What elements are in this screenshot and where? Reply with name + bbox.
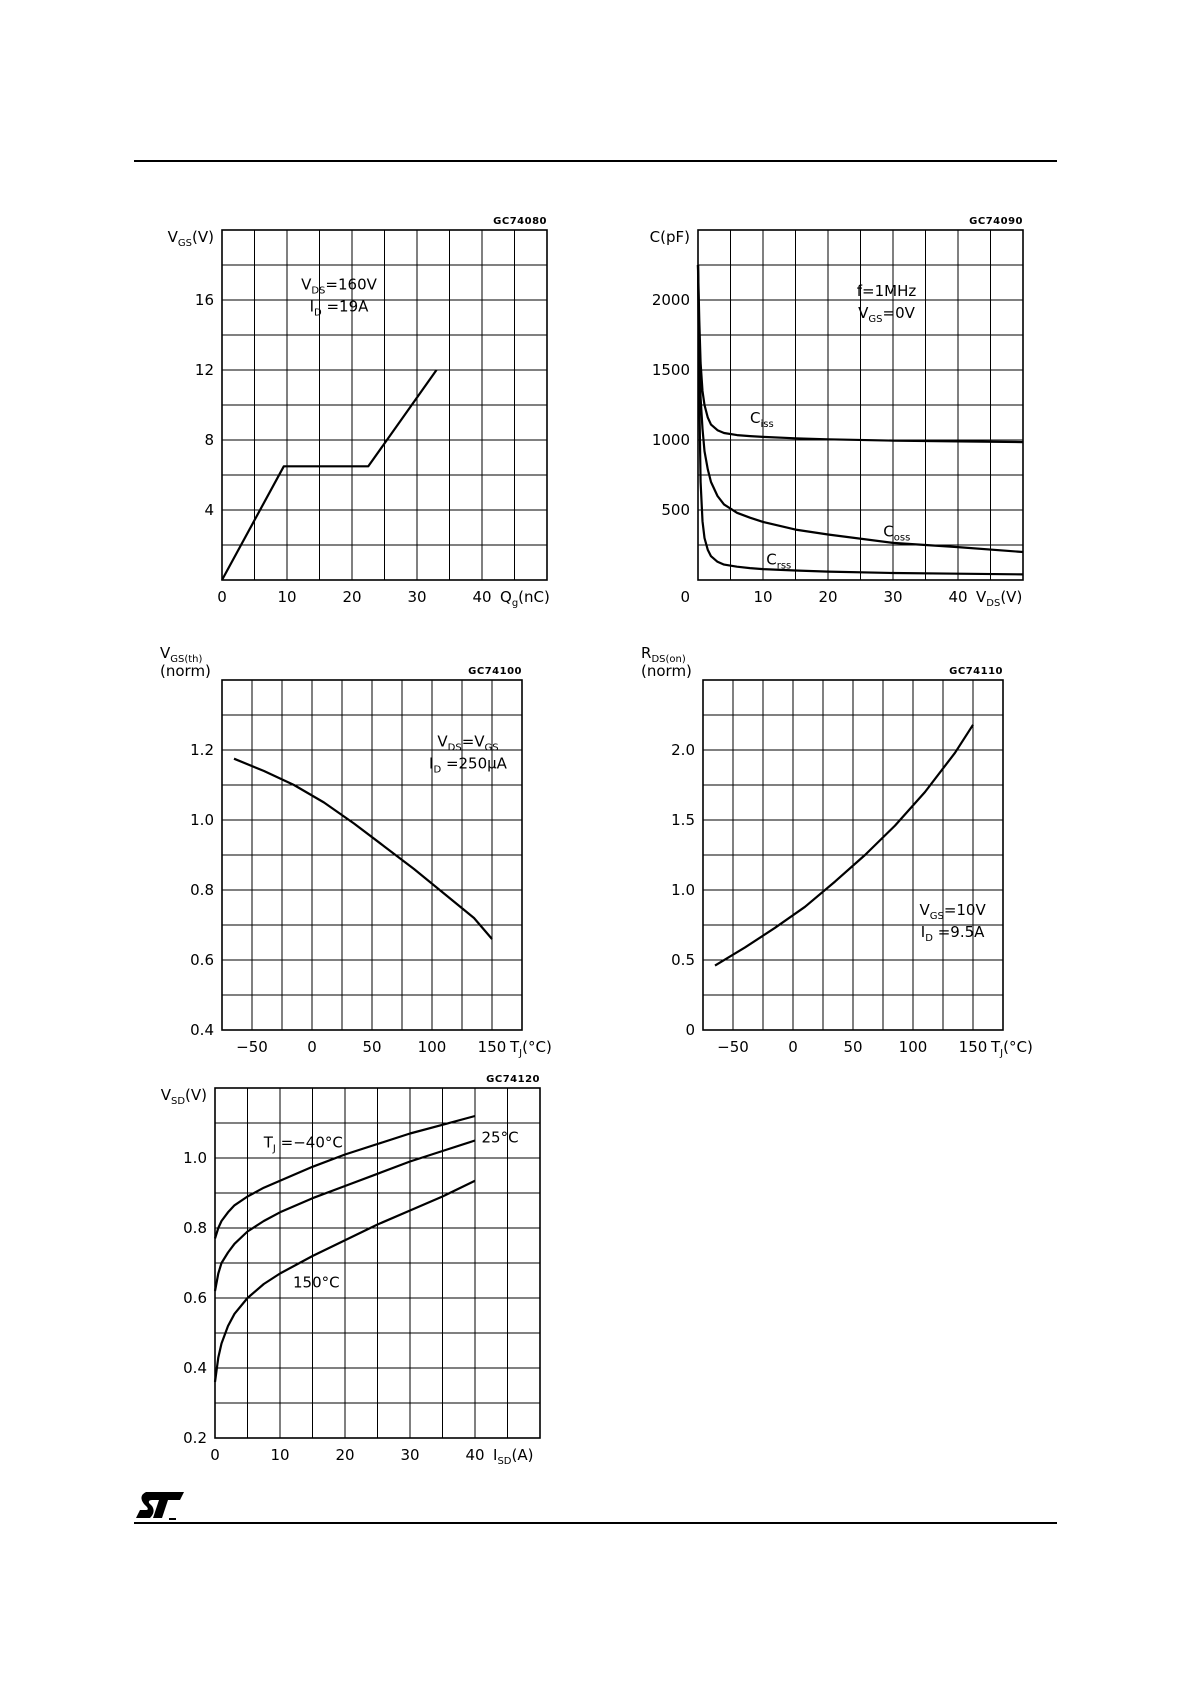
gate-charge-chart (150, 212, 560, 617)
x-tick-label: 50 (362, 1038, 382, 1056)
header-rule (134, 160, 1057, 162)
y-tick-label: 0.5 (671, 951, 695, 969)
annotation-2-line-0: $C_{oss}$ (883, 522, 911, 544)
y-tick-label: 0.4 (190, 1021, 214, 1039)
annotation-0-line-1: $I_D =19A$ (309, 297, 369, 319)
figure-code: GC74090 (969, 216, 1023, 227)
x-tick-label: 150 (477, 1038, 507, 1056)
x-tick-label: 0 (788, 1038, 798, 1056)
x-axis-label: $V_{DS}(V)$ (976, 588, 1023, 609)
annotation-0-line-0: $T_J =-40^\circ C$ (263, 1133, 343, 1155)
y-axis-label: $V_{SD}(V)$ (160, 1086, 207, 1107)
x-tick-label: 10 (277, 588, 297, 606)
y-axis-label-norm: (norm) (641, 662, 692, 680)
figure-code: GC74080 (493, 216, 547, 227)
annotation-1-line-0: 25°C (481, 1128, 519, 1147)
x-tick-label: 100 (417, 1038, 447, 1056)
on-resistance-chart (628, 640, 1038, 1059)
y-tick-label: 0.6 (183, 1289, 207, 1307)
x-tick-label: 0 (210, 1446, 220, 1464)
y-tick-label: 1000 (651, 431, 690, 449)
y-axis-label: $R_{DS(on)}$ (641, 644, 686, 665)
y-tick-label: 1.0 (190, 811, 214, 829)
annotation-0-line-0: f=1MHz (856, 281, 917, 300)
y-tick-label: 0.8 (183, 1219, 207, 1237)
x-axis-label: $T_J(^\circ C)$ (510, 1038, 552, 1059)
x-tick-label: −50 (236, 1038, 268, 1056)
source-drain-diode-chart (150, 1070, 560, 1475)
footer-rule (134, 1522, 1057, 1524)
y-tick-label: 2.0 (671, 741, 695, 759)
x-tick-label: −50 (717, 1038, 749, 1056)
y-tick-label: 500 (661, 501, 690, 519)
x-tick-label: 40 (465, 1446, 485, 1464)
y-tick-label: 8 (204, 431, 214, 449)
x-tick-label: 20 (342, 588, 362, 606)
annotation-0-line-0: $V_{GS}=10V$ (919, 901, 986, 923)
x-tick-label: 10 (753, 588, 773, 606)
y-tick-label: 16 (194, 291, 214, 309)
y-tick-label: 1.2 (190, 741, 214, 759)
y-tick-label: 2000 (651, 291, 690, 309)
threshold-voltage-chart (150, 640, 560, 1059)
x-tick-label: 30 (400, 1446, 420, 1464)
x-tick-label: 40 (472, 588, 492, 606)
x-tick-label: 0 (680, 588, 690, 606)
annotation-2-line-0: 150°C (293, 1273, 340, 1292)
y-tick-label: 0.6 (190, 951, 214, 969)
series-line-0 (234, 759, 492, 939)
annotation-0-line-1: $I_D =250\mu A$ (429, 754, 507, 776)
x-tick-label: 40 (948, 588, 968, 606)
capacitance-chart (628, 212, 1038, 617)
figure-code: GC74120 (486, 1074, 540, 1085)
y-axis-label: $V_{GS}(V)$ (167, 228, 214, 249)
x-tick-label: 0 (217, 588, 227, 606)
x-tick-label: 50 (843, 1038, 863, 1056)
grid (703, 680, 1003, 1030)
y-tick-label: 1.0 (671, 881, 695, 899)
x-tick-label: 100 (898, 1038, 928, 1056)
x-tick-label: 30 (407, 588, 427, 606)
y-tick-label: 12 (194, 361, 214, 379)
figure-code: GC74110 (949, 666, 1003, 677)
x-tick-label: 20 (335, 1446, 355, 1464)
y-axis-label: C(pF) (649, 228, 690, 246)
grid (222, 230, 547, 580)
annotation-0-line-1: $I_D =9.5A$ (920, 923, 985, 945)
y-axis-label-norm: (norm) (160, 662, 211, 680)
y-tick-label: 1.5 (671, 811, 695, 829)
annotation-0-line-0: $V_{DS}=160V$ (301, 275, 377, 297)
y-tick-label: 0.4 (183, 1359, 207, 1377)
y-axis-label: $V_{GS(th)}$ (160, 644, 203, 665)
x-tick-label: 30 (883, 588, 903, 606)
annotation-1-line-0: $C_{iss}$ (750, 409, 774, 431)
x-axis-label: $T_J(^\circ C)$ (991, 1038, 1033, 1059)
x-tick-label: 150 (958, 1038, 988, 1056)
y-tick-label: 1500 (651, 361, 690, 379)
y-tick-label: 0.2 (183, 1429, 207, 1447)
y-tick-label: 4 (204, 501, 214, 519)
x-axis-label: $Q_g(nC)$ (500, 588, 550, 609)
annotation-0-line-1: $V_{GS}=0V$ (858, 303, 915, 325)
annotation-0-line-0: $V_{DS}=V_{GS}$ (437, 732, 499, 754)
y-tick-label: 0.8 (190, 881, 214, 899)
x-axis-label: $I_{SD}(A)$ (493, 1446, 534, 1467)
x-tick-label: 20 (818, 588, 838, 606)
st-logo-icon (134, 1488, 186, 1522)
x-tick-label: 0 (307, 1038, 317, 1056)
figure-code: GC74100 (468, 666, 522, 677)
annotation-3-line-0: $C_{rss}$ (766, 550, 792, 572)
y-tick-label: 1.0 (183, 1149, 207, 1167)
x-tick-label: 10 (270, 1446, 290, 1464)
y-tick-label: 0 (685, 1021, 695, 1039)
